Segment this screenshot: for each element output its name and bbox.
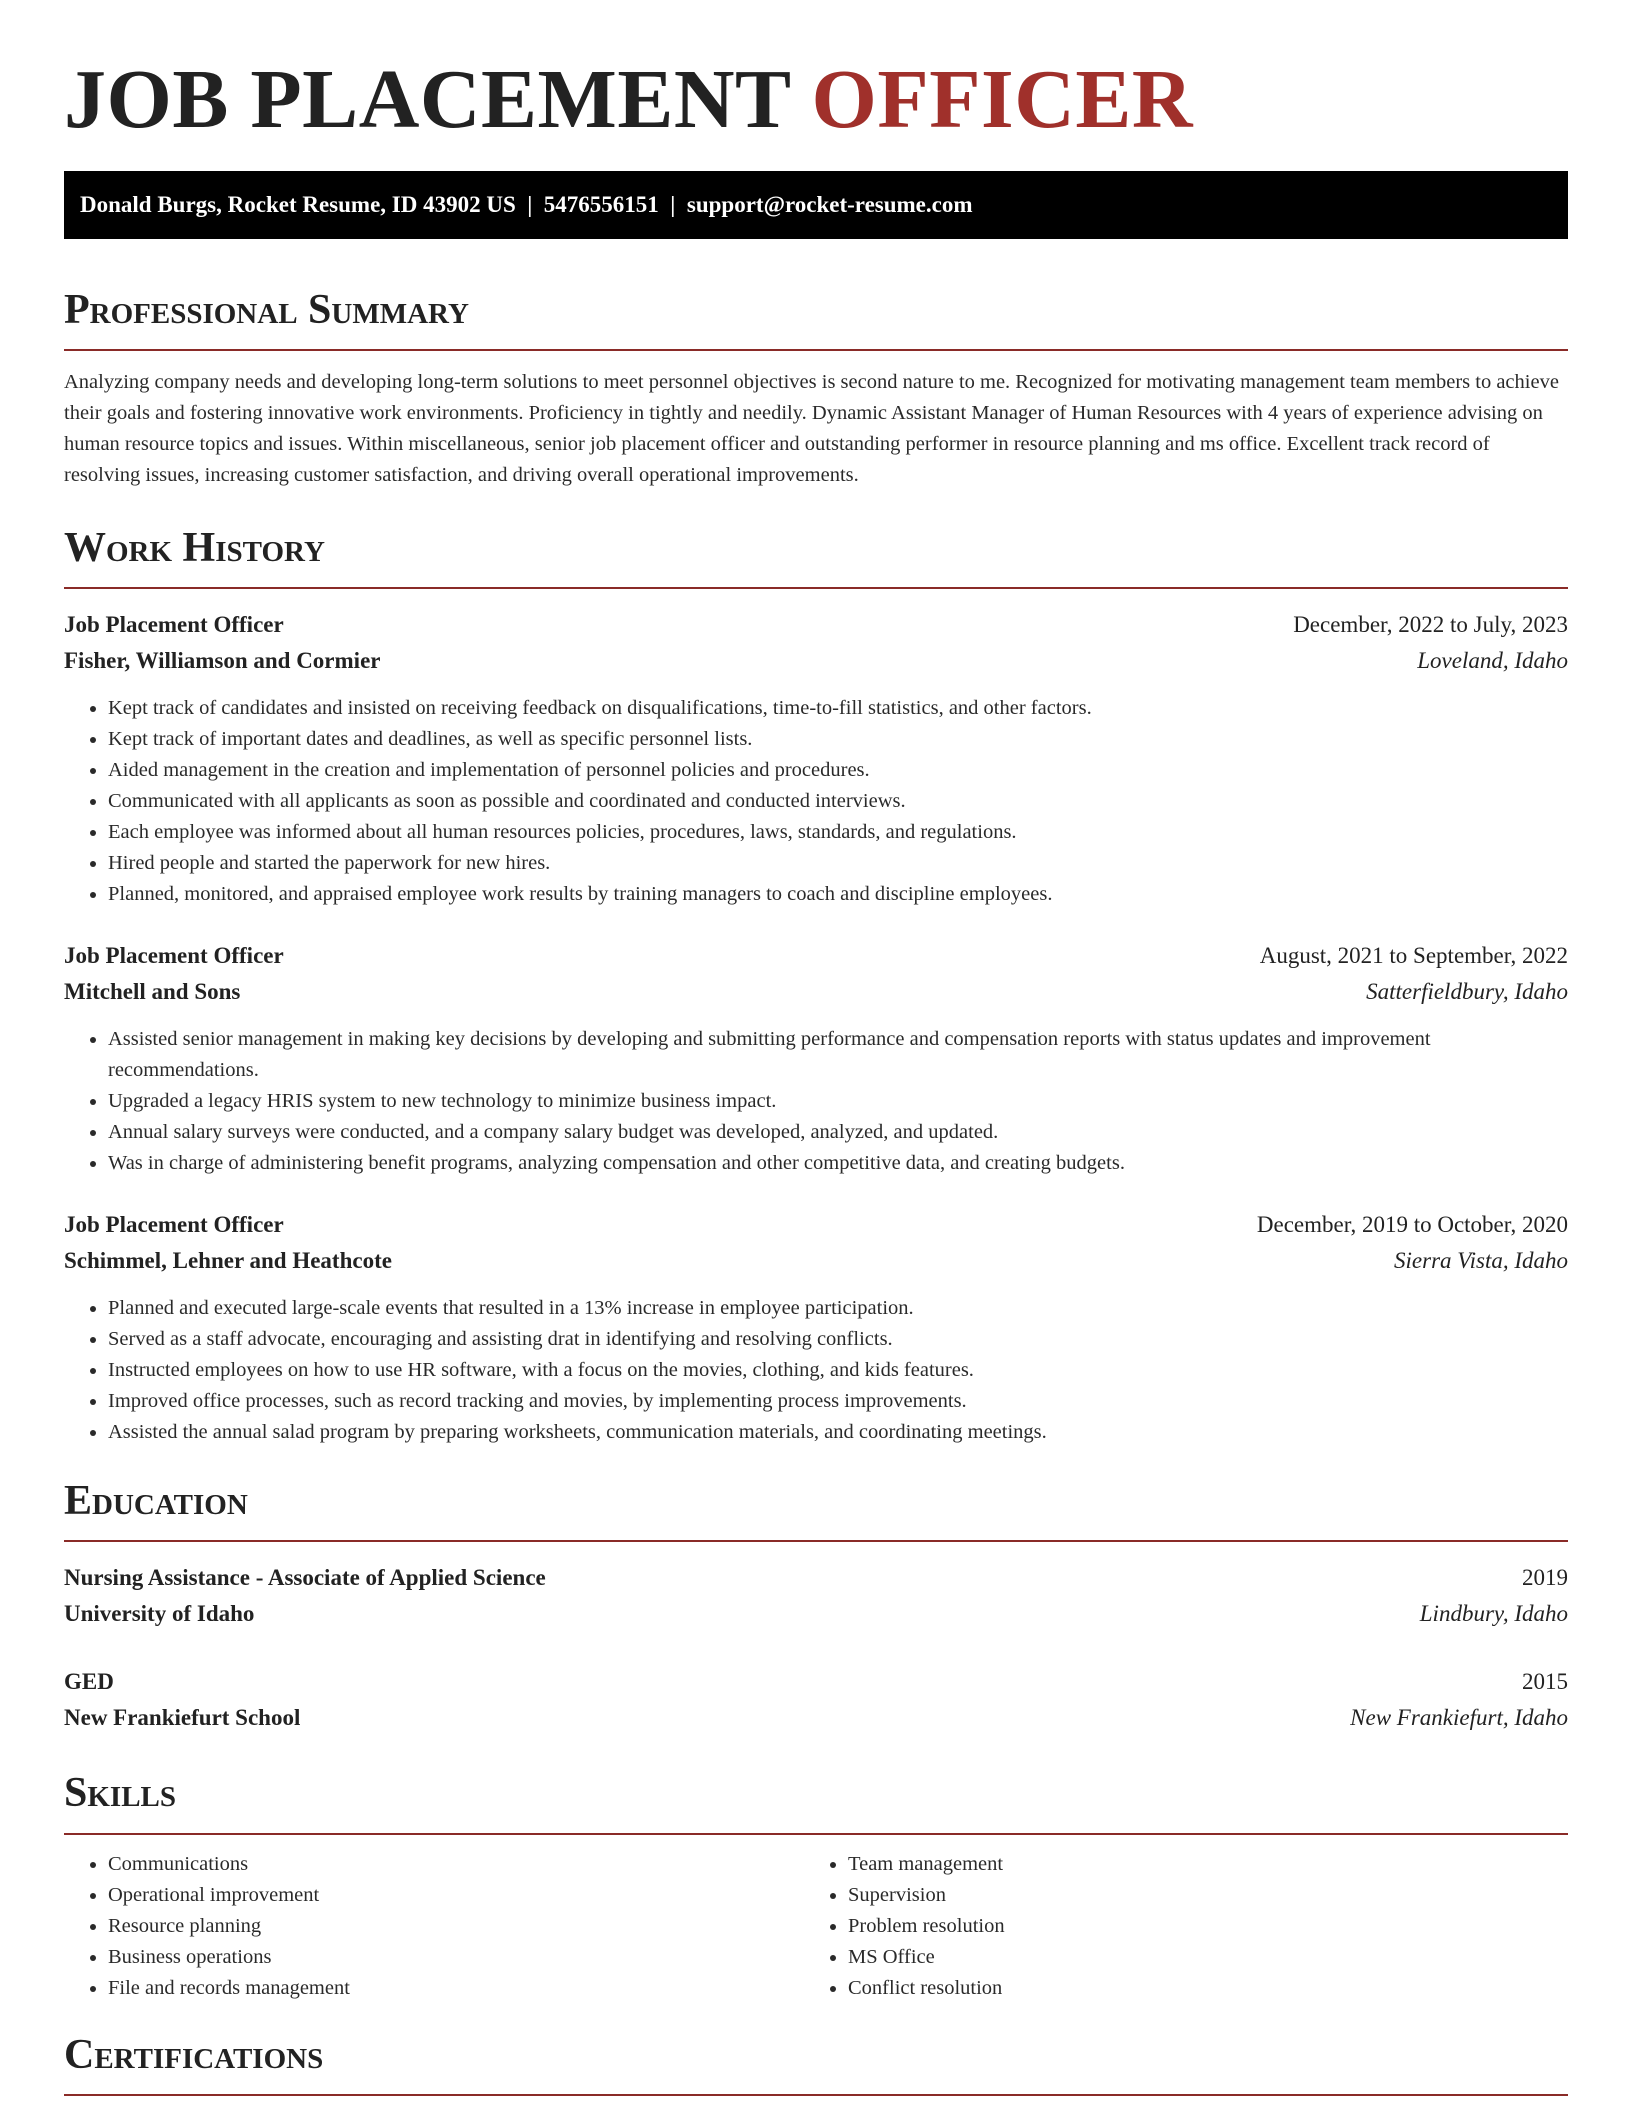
job-bullet: • Communicated with all applicants as soon as possible and coordinated and conducted interviews. [108,786,1568,817]
job-bullet: • Upgraded a legacy HRIS system to new technology to minimize business impact. [108,1086,1568,1117]
job-entry [64,938,1568,1179]
education-location: New Frankiefurt, Idaho [1350,1705,1568,1731]
education-school: New Frankiefurt School [64,1705,301,1731]
job-company: Mitchell and Sons [64,979,241,1005]
certifications-divider [64,2094,1568,2096]
education-degree: Nursing Assistance - Associate of Applied Science [64,1565,546,1591]
job-dates: December, 2019 to October, 2020 [1256,1212,1568,1238]
work-history-divider [64,587,1568,589]
education-entry [64,1560,1568,1632]
certifications-heading: Certifications [64,2031,324,2078]
job-bullet: • Aided management in the creation and implementation of personnel policies and procedures. [108,755,1568,786]
skill-item: • Business operations [108,1942,804,1973]
skills-section [64,1770,1568,2003]
job-title-row [64,938,1568,974]
job-bullet: • Kept track of important dates and deadlines, as well as specific personnel lists. [108,724,1568,755]
job-bullet: • Planned and executed large-scale events that resulted in a 13% increase in employee participation. [108,1293,1568,1324]
job-bullets [64,693,1568,910]
job-company-row [64,974,1568,1010]
contact-bar [64,171,1568,239]
summary-text: Analyzing company needs and developing long-term solutions to meet personnel objectives is second nature to me. Recognized for motivating management team members to achieve their goals and fostering innovative work environments. Proficiency in tightly and needily. Dynamic Assistant Manager of Human Resources with 4 years of experience advising on human resource topics and issues. Within miscellaneous, senior job placement officer and outstanding performer in resource planning and ms office. Excellent track record of resolving issues, increasing customer satisfaction, and driving overall operational improvements. [64,370,1559,486]
skills-right-list [804,1849,1544,2004]
education-school: University of Idaho [64,1601,255,1627]
job-company-row [64,1243,1568,1279]
work-history-heading: Work History [64,524,325,571]
skills-columns [64,1849,1568,2004]
skill-item: • File and records management [108,1973,804,2004]
skill-item: • MS Office [848,1942,1544,1973]
job-bullet: • Assisted the annual salad program by preparing worksheets, communication materials, and coordinating meetings. [108,1417,1568,1448]
job-company: Schimmel, Lehner and Heathcote [64,1248,392,1274]
education-location: Lindbury, Idaho [1419,1601,1568,1627]
job-bullet: • Annual salary surveys were conducted, and a company salary budget was developed, analyzed, and updated. [108,1117,1568,1148]
job-bullet: • Improved office processes, such as record tracking and movies, by implementing process improvements. [108,1386,1568,1417]
skill-item: • Problem resolution [848,1911,1544,1942]
job-bullet: • Assisted senior management in making key decisions by developing and submitting performance and compensation reports with status updates and improvement recommendations. [108,1024,1568,1086]
skill-item: • Communications [108,1849,804,1880]
education-degree-row [64,1664,1568,1700]
job-bullet: • Planned, monitored, and appraised employee work results by training managers to coach and discipline employees. [108,879,1568,910]
job-bullet: • Kept track of candidates and insisted on receiving feedback on disqualifications, time-to-fill statistics, and other factors. [108,693,1568,724]
skill-item: • Team management [848,1849,1544,1880]
job-entry [64,607,1568,910]
job-title: Job Placement Officer [64,943,284,969]
job-location: Sierra Vista, Idaho [1394,1248,1568,1274]
title-accent: OFFICER [811,53,1194,146]
education-school-row [64,1596,1568,1632]
education-degree: GED [64,1669,114,1695]
work-history-section [64,525,1568,1448]
job-title-row [64,1207,1568,1243]
job-bullets [64,1024,1568,1179]
summary-divider [64,349,1568,351]
summary-heading: Professional Summary [64,286,469,333]
education-divider [64,1540,1568,1542]
education-heading: Education [64,1478,248,1525]
job-bullet: • Instructed employees on how to use HR software, with a focus on the movies, clothing, and kids features. [108,1355,1568,1386]
job-location: Loveland, Idaho [1417,648,1568,674]
education-year: 2015 [1522,1669,1568,1695]
job-location: Satterfieldbury, Idaho [1366,979,1568,1005]
summary-section [64,287,1568,491]
skills-divider [64,1833,1568,1835]
contact-info: Donald Burgs, Rocket Resume, ID 43902 US | 5476556151 | support@rocket-resume.com [80,191,973,217]
job-bullet: • Each employee was informed about all human resources policies, procedures, laws, standards, and regulations. [108,817,1568,848]
job-bullet: • Was in charge of administering benefit programs, analyzing compensation and other competitive data, and creating budgets. [108,1148,1568,1179]
skill-item: • Conflict resolution [848,1973,1544,2004]
job-entry [64,1207,1568,1448]
title-main: JOB PLACEMENT [64,53,791,146]
job-dates: August, 2021 to September, 2022 [1259,943,1568,969]
job-company: Fisher, Williamson and Cormier [64,648,381,674]
job-title: Job Placement Officer [64,1212,284,1238]
skill-item: • Operational improvement [108,1880,804,1911]
job-bullets [64,1293,1568,1448]
skill-item: • Supervision [848,1880,1544,1911]
education-school-row [64,1700,1568,1736]
job-title: Job Placement Officer [64,612,284,638]
resume-title [64,50,1568,151]
job-title-row [64,607,1568,643]
certifications-section [64,2032,1568,2096]
job-bullet: • Served as a staff advocate, encouraging and assisting drat in identifying and resolving conflicts. [108,1324,1568,1355]
skills-left-list [64,1849,804,2004]
job-bullet: • Hired people and started the paperwork for new hires. [108,848,1568,879]
job-company-row [64,643,1568,679]
skills-heading: Skills [64,1770,177,1817]
education-section [64,1478,1568,1736]
education-degree-row [64,1560,1568,1596]
skill-item: • Resource planning [108,1911,804,1942]
education-entry [64,1664,1568,1736]
job-dates: December, 2022 to July, 2023 [1293,612,1568,638]
education-year: 2019 [1522,1565,1568,1591]
